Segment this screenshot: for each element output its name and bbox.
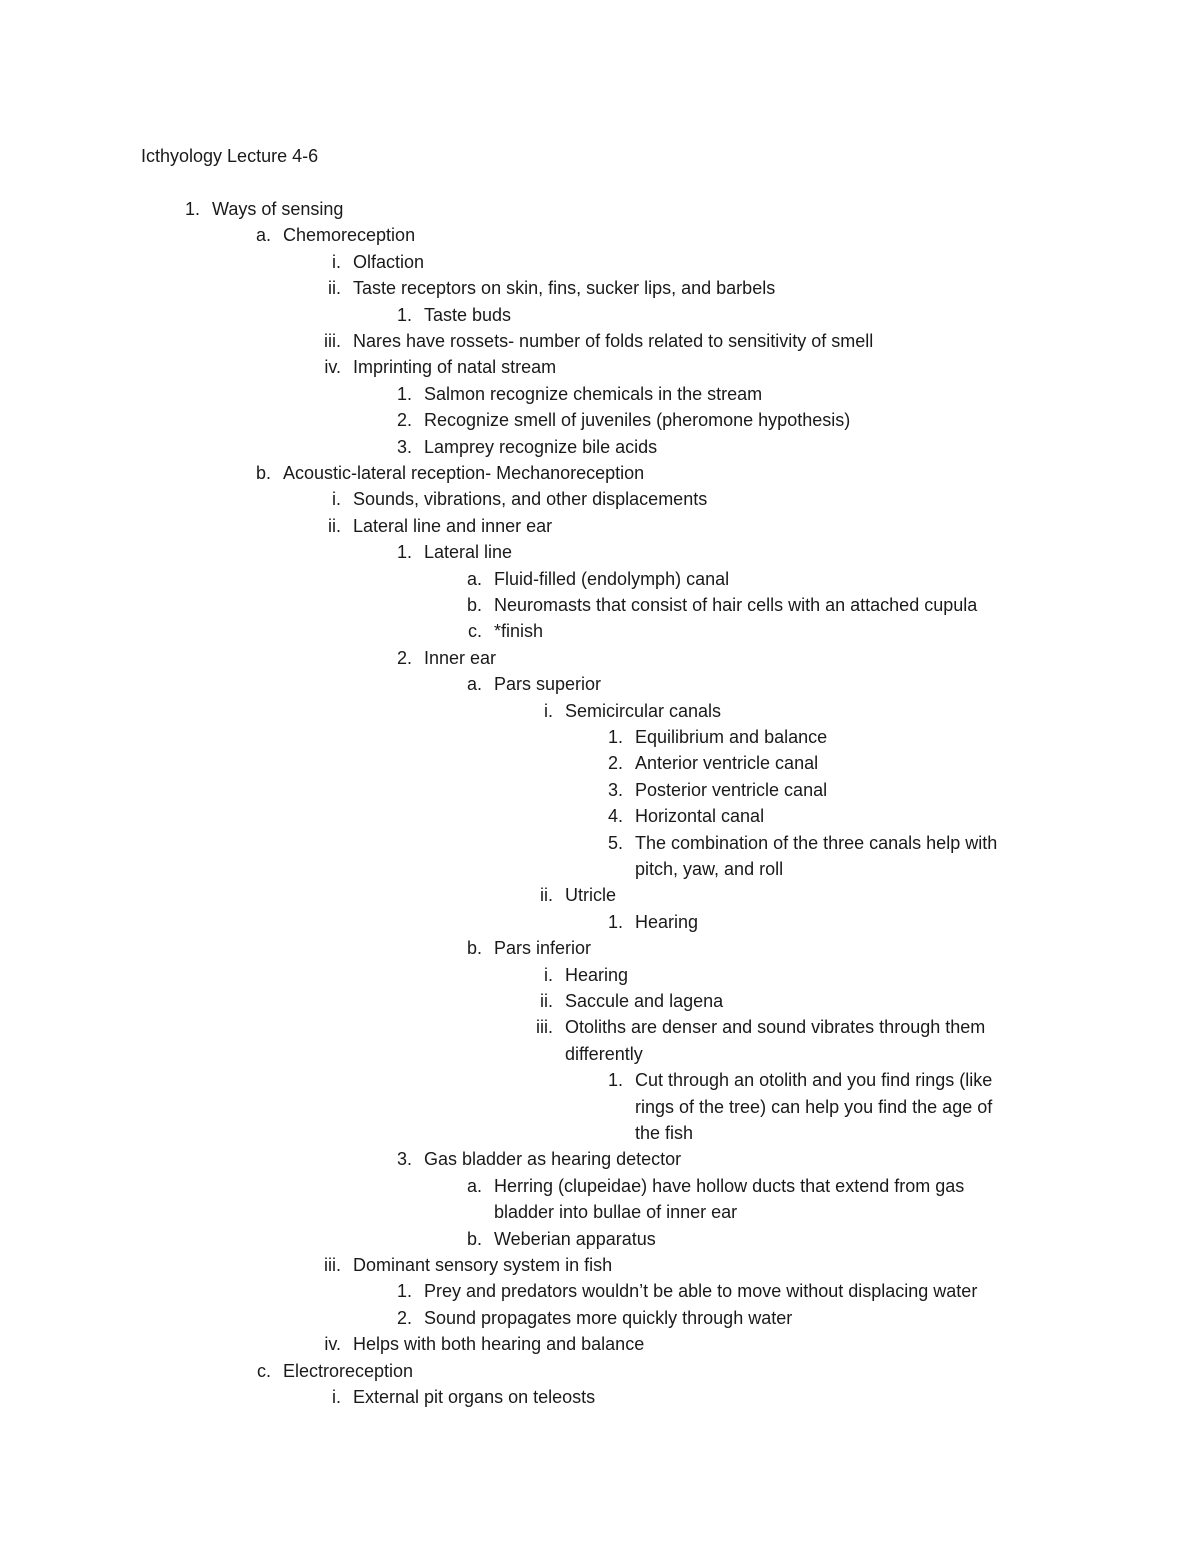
list-marker: 2. (396, 1307, 412, 1328)
list-item-text: Herring (clupeidae) have hollow ducts that extend from gas (494, 1175, 965, 1196)
list-marker: i. (332, 1387, 341, 1407)
list-marker: b. (466, 1228, 482, 1249)
list-marker: ii. (328, 278, 341, 299)
list-item-text: Acoustic-lateral reception- Mechanoreception (283, 463, 645, 483)
list-marker: i. (332, 489, 341, 510)
list-marker: iii. (324, 1255, 341, 1275)
list-marker: c. (467, 621, 482, 642)
list-item-text: External pit organs on teleosts (353, 1387, 596, 1407)
list-marker: i. (332, 251, 341, 272)
list-marker: b. (466, 938, 482, 959)
list-marker: 4. (607, 806, 623, 827)
document-title: Icthyology Lecture 4-6 (141, 146, 319, 166)
list-item-text: Utricle (565, 885, 617, 906)
list-marker: iii. (536, 1017, 553, 1038)
list-marker: iv. (324, 1334, 341, 1355)
list-item-text: Hearing (635, 911, 699, 932)
list-item-text: *finish (494, 621, 544, 642)
list-marker: i. (544, 700, 553, 721)
list-item-text: the fish (635, 1123, 694, 1143)
list-item-text: Prey and predators wouldn’t be able to move without displacing water (424, 1281, 978, 1302)
list-marker: iv. (324, 357, 341, 378)
list-marker: ii. (540, 885, 553, 906)
list-item-text: Ways of sensing (212, 199, 344, 219)
list-item-text: Lateral line and inner ear (353, 515, 553, 536)
list-marker: 2. (396, 647, 412, 668)
list-item-text: Sounds, vibrations, and other displacements (353, 489, 708, 510)
list-item-text: Imprinting of natal stream (353, 357, 557, 378)
list-marker: 3. (396, 436, 412, 457)
list-item-text: Nares have rossets- number of folds related to sensitivity of smell (353, 331, 874, 351)
list-marker: b. (255, 463, 271, 483)
list-marker: a. (466, 568, 482, 589)
list-item-text: Helps with both hearing and balance (353, 1334, 645, 1355)
list-item-text: Taste receptors on skin, fins, sucker lips, and barbels (353, 278, 776, 299)
list-item-text: Olfaction (353, 251, 425, 272)
list-item-text: Otoliths are denser and sound vibrates through them (565, 1017, 986, 1038)
list-item-text: Pars superior (494, 674, 602, 695)
list-item-text: differently (565, 1043, 643, 1064)
list-marker: iii. (324, 331, 341, 351)
list-marker: 5. (607, 832, 623, 853)
list-marker: 2. (396, 410, 412, 431)
list-marker: a. (466, 674, 482, 695)
list-item-text: Saccule and lagena (565, 991, 724, 1011)
list-item-text: Horizontal canal (635, 806, 765, 827)
list-item-text: Taste buds (424, 304, 512, 325)
list-item-text: Gas bladder as hearing detector (424, 1149, 682, 1170)
list-item-text: Lateral line (424, 542, 513, 563)
list-item-text: Pars inferior (494, 938, 592, 959)
list-item-text: Equilibrium and balance (635, 727, 828, 747)
list-item-text: Electroreception (283, 1360, 414, 1381)
list-marker: 3. (607, 779, 623, 800)
list-marker: c. (256, 1360, 271, 1381)
list-item-text: Neuromasts that consist of hair cells with an attached cupula (494, 595, 978, 615)
list-marker: 1. (396, 542, 412, 563)
list-marker: 1. (607, 727, 623, 747)
list-marker: ii. (328, 515, 341, 536)
list-marker: 3. (396, 1149, 412, 1170)
list-marker: 1. (396, 1281, 412, 1302)
list-item-text: Cut through an otolith and you find rings (like (635, 1070, 993, 1091)
list-item-text: Inner ear (424, 647, 497, 668)
list-item-text: Salmon recognize chemicals in the stream (424, 383, 763, 404)
list-item-text: pitch, yaw, and roll (635, 859, 784, 879)
list-marker: a. (466, 1175, 482, 1196)
list-item-text: Sound propagates more quickly through water (424, 1307, 793, 1328)
list-marker: 1. (607, 1070, 623, 1091)
list-item-text: bladder into bullae of inner ear (494, 1202, 738, 1223)
list-item-text: Weberian apparatus (494, 1228, 656, 1249)
list-item-text: Hearing (565, 964, 629, 985)
list-marker: 1. (184, 199, 200, 219)
list-marker: b. (466, 595, 482, 615)
list-marker: 1. (396, 383, 412, 404)
list-marker: ii. (540, 991, 553, 1011)
list-item-text: Dominant sensory system in fish (353, 1255, 613, 1275)
list-marker: 1. (607, 911, 623, 932)
list-item-text: Anterior ventricle canal (635, 753, 819, 774)
list-item-text: The combination of the three canals help with (635, 832, 998, 853)
list-item-text: Fluid-filled (endolymph) canal (494, 568, 730, 589)
list-marker: 1. (396, 304, 412, 325)
list-marker: a. (255, 225, 271, 246)
list-item-text: Chemoreception (283, 225, 416, 246)
list-item-text: Posterior ventricle canal (635, 779, 828, 800)
list-item-text: rings of the tree) can help you find the age of (635, 1096, 993, 1117)
list-item-text: Semicircular canals (565, 700, 722, 721)
list-item-text: Lamprey recognize bile acids (424, 436, 658, 457)
list-marker: 2. (607, 753, 623, 774)
list-marker: i. (544, 964, 553, 985)
list-item-text: Recognize smell of juveniles (pheromone hypothesis) (424, 410, 851, 431)
